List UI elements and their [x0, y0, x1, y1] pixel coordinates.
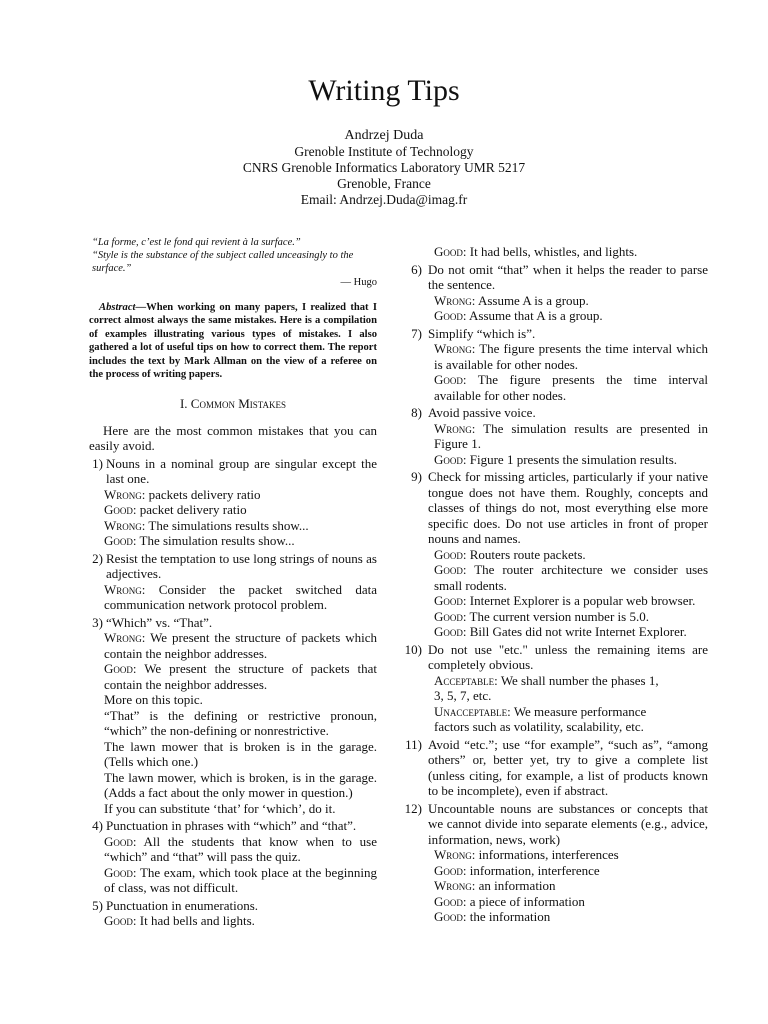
abstract-label: Abstract — [99, 302, 136, 313]
example-line — [434, 293, 708, 309]
example-line — [104, 582, 377, 613]
good-label: Good: — [434, 546, 467, 562]
item-number: 5) — [92, 897, 103, 913]
example-block — [89, 487, 377, 549]
example-text: Internet Explorer is a popular web browser. — [469, 593, 696, 608]
example-line — [434, 547, 708, 563]
example-block — [402, 244, 708, 260]
good-label: Good: — [434, 862, 467, 878]
example-line — [434, 341, 708, 372]
item-number: 2) — [92, 550, 103, 566]
example-line — [434, 673, 668, 704]
item-number: 6) — [411, 261, 422, 277]
example-text: The exam, which took place at the beginning of class, was not difficult. — [104, 864, 377, 896]
item-number: 3) — [92, 614, 103, 630]
good-label: Good: — [434, 244, 467, 259]
example-block — [89, 582, 377, 613]
good-label: Good: — [104, 833, 137, 849]
good-label: Good: — [434, 893, 467, 909]
example-line — [434, 308, 708, 324]
left-column — [89, 236, 377, 929]
section-heading — [89, 396, 377, 412]
example-text: The simulation results show... — [139, 533, 295, 549]
good-label: Good: — [104, 661, 137, 677]
list-item-10 — [402, 642, 708, 673]
wrong-label: Wrong: — [434, 878, 476, 893]
paper-title: Writing Tips — [308, 74, 460, 107]
example-text: We shall number the phases 1, 3, 5, 7, etc. — [434, 672, 659, 703]
example-text: The figure presents the time interval available for other nodes. — [434, 372, 708, 403]
item-text: Punctuation in phrases with “which” and “that”. — [106, 818, 357, 834]
good-label: Good: — [434, 624, 467, 639]
example-text: The current version number is 5.0. — [469, 608, 649, 624]
epigraph — [89, 236, 377, 275]
wrong-label: Wrong: — [434, 420, 476, 436]
item-text: Simplify “which is”. — [428, 325, 536, 341]
item-number: 7) — [411, 325, 422, 341]
example-block — [402, 421, 708, 468]
example-text: We measure performance factors such as volatility, scalability, etc. — [434, 703, 647, 734]
good-label: Good: — [434, 608, 467, 624]
wrong-label: Wrong: — [434, 341, 476, 356]
good-label: Good: — [434, 308, 467, 323]
example-text: Assume that A is a group. — [469, 308, 603, 323]
good-label: Good: — [434, 451, 467, 467]
author-location: Grenoble, France — [337, 176, 431, 191]
item-number: 10) — [404, 641, 422, 657]
item-number: 4) — [92, 818, 103, 834]
note-line: More on this topic. — [104, 692, 203, 708]
example-block — [402, 293, 708, 324]
list-item-7 — [402, 326, 708, 342]
example-line — [434, 452, 708, 468]
example-text: Bill Gates did not write Internet Explorer. — [469, 624, 687, 639]
example-line — [434, 878, 708, 894]
example-block — [402, 847, 708, 925]
note-line: If you can substitute ‘that’ for ‘which’, do it. — [104, 800, 336, 816]
example-line — [434, 372, 708, 403]
author-block — [0, 127, 768, 208]
good-label: Good: — [104, 864, 137, 880]
example-line — [104, 913, 377, 929]
list-item-6 — [402, 262, 708, 293]
list-item-9 — [402, 469, 708, 547]
item-text: Check for missing articles, particularly if your native tongue does not have them. Roughly, concepts and classes of things do not, most everything else more specific does. Do not use articles in front of proper nouns and names. — [428, 469, 708, 546]
section-title: Common Mistakes — [190, 396, 287, 412]
example-text: The simulations results show... — [148, 517, 309, 533]
unacceptable-label: Unacceptable: — [434, 703, 511, 719]
example-line — [434, 562, 708, 593]
example-line — [434, 593, 708, 609]
good-label: Good: — [434, 562, 467, 577]
item-text: Punctuation in enumerations. — [106, 897, 259, 913]
author-email: Email: Andrzej.Duda@imag.fr — [300, 192, 468, 207]
example-text: The simulation results are presented in Figure 1. — [434, 420, 708, 451]
list-item-12 — [402, 801, 708, 848]
abstract-text: —When working on many papers, I realized that I correct almost always the same mistakes. Here is a compilation of examples illustrating various types of mistakes. I also gathered a lot of useful tips on how to correct them. The report includes the text by Mark Allman on the view of a referee on the process of writing papers. — [89, 302, 377, 381]
example-text: It had bells and lights. — [139, 913, 255, 929]
example-line — [104, 533, 377, 549]
epigraph-line-2: “Style is the substance of the subject called unceasingly to the surface.” — [92, 250, 354, 274]
item-text: Uncountable nouns are substances or concepts that we cannot divide into separate elements (e.g., advice, information, news, work) — [428, 800, 708, 847]
example-text: the information — [469, 909, 551, 924]
example-text: an information — [478, 878, 556, 893]
good-label: Good: — [434, 593, 467, 608]
example-text: Routers route packets. — [469, 546, 586, 562]
item-text: Resist the temptation to use long strings of nouns as adjectives. — [106, 550, 377, 582]
example-line — [434, 894, 708, 910]
example-line — [104, 487, 377, 503]
item-number: 8) — [411, 405, 422, 420]
example-text: information, interference — [469, 862, 600, 878]
right-column — [402, 244, 708, 925]
example-line — [434, 244, 708, 260]
example-block — [402, 341, 708, 403]
item-number: 1) — [92, 455, 103, 471]
intro-paragraph: Here are the most common mistakes that you can easily avoid. — [89, 422, 377, 454]
example-line — [104, 630, 377, 661]
example-line — [434, 609, 708, 625]
section-number: I. — [179, 396, 188, 412]
note-line: The lawn mower, which is broken, is in the garage. (Adds a fact about the only mower in question.) — [104, 769, 377, 801]
wrong-label: Wrong: — [104, 486, 146, 502]
example-line — [104, 518, 377, 534]
list-item-4 — [89, 818, 377, 834]
item-number: 12) — [404, 800, 422, 816]
good-label: Good: — [104, 502, 137, 518]
example-block — [89, 630, 377, 816]
wrong-label: Wrong: — [434, 847, 476, 862]
example-text: All the students that know when to use “which” and “that” will pass the quiz. — [104, 833, 377, 865]
example-text: Figure 1 presents the simulation results. — [469, 451, 678, 467]
good-label: Good: — [434, 909, 467, 924]
good-label: Good: — [434, 372, 467, 387]
acceptable-label: Acceptable: — [434, 672, 498, 688]
example-line — [104, 502, 377, 518]
example-text: packet delivery ratio — [139, 502, 247, 518]
list-item-3 — [89, 615, 377, 631]
example-text: packets delivery ratio — [148, 486, 261, 502]
author-name: Andrzej Duda — [344, 128, 424, 143]
example-block — [89, 913, 377, 929]
example-line — [434, 704, 668, 735]
author-affiliation-1: Grenoble Institute of Technology — [294, 144, 474, 159]
good-label: Good: — [104, 913, 137, 929]
item-number: 9) — [411, 469, 422, 484]
list-item-2 — [89, 551, 377, 582]
example-line — [434, 624, 708, 640]
example-line — [434, 847, 708, 863]
example-text: informations, interferences — [478, 847, 619, 862]
example-line — [104, 865, 377, 896]
example-text: The router architecture we consider uses small rodents. — [434, 562, 709, 593]
example-line — [104, 661, 377, 692]
example-text: It had bells, whistles, and lights. — [469, 244, 638, 259]
example-block — [89, 834, 377, 896]
example-block — [402, 547, 708, 640]
list-item-5 — [89, 898, 377, 914]
list-item-8 — [402, 405, 708, 421]
note-line: “That” is the defining or restrictive pronoun, “which” the non-defining or nonrestrictive. — [104, 707, 377, 739]
example-text: Consider the packet switched data communication network protocol problem. — [104, 581, 378, 613]
example-text: We present the structure of packets that contain the neighbor addresses. — [104, 661, 377, 692]
item-text: Avoid “etc.”; use “for example”, “such as”, “among others” or, better yet, try to give a complete list (unless citing, for example, a list of products known to be incomplete), even if abstract. — [428, 736, 708, 798]
example-block — [402, 673, 708, 735]
good-label: Good: — [104, 533, 137, 549]
wrong-label: Wrong: — [104, 517, 146, 533]
wrong-label: Wrong: — [104, 581, 146, 597]
item-text: Do not omit “that” when it helps the reader to parse the sentence. — [428, 261, 708, 292]
example-text: We present the structure of packets which contain the neighbor addresses. — [104, 630, 378, 661]
list-item-11 — [402, 737, 708, 799]
wrong-label: Wrong: — [104, 630, 146, 646]
epigraph-author: — Hugo — [340, 277, 377, 288]
item-text: Nouns in a nominal group are singular except the last one. — [106, 455, 377, 487]
author-affiliation-2: CNRS Grenoble Informatics Laboratory UMR 5217 — [242, 160, 526, 175]
item-number: 11) — [405, 736, 422, 752]
list-item-1 — [89, 456, 377, 487]
example-text: a piece of information — [469, 893, 585, 909]
item-text: “Which” vs. “That”. — [106, 614, 213, 630]
example-line — [434, 909, 708, 925]
example-line — [104, 834, 377, 865]
item-text: Do not use "etc." unless the remaining items are completely obvious. — [428, 641, 708, 672]
item-text: Avoid passive voice. — [428, 405, 536, 420]
example-line — [434, 421, 708, 452]
abstract — [89, 301, 377, 381]
note-line: The lawn mower that is broken is in the garage. (Tells which one.) — [104, 738, 377, 770]
example-line — [434, 863, 708, 879]
example-text: Assume A is a group. — [477, 292, 589, 308]
example-text: The figure presents the time interval which is available for other nodes. — [434, 341, 709, 372]
wrong-label: Wrong: — [434, 292, 476, 308]
epigraph-line-1: “La forme, c’est le fond qui revient à la surface.” — [92, 237, 301, 248]
